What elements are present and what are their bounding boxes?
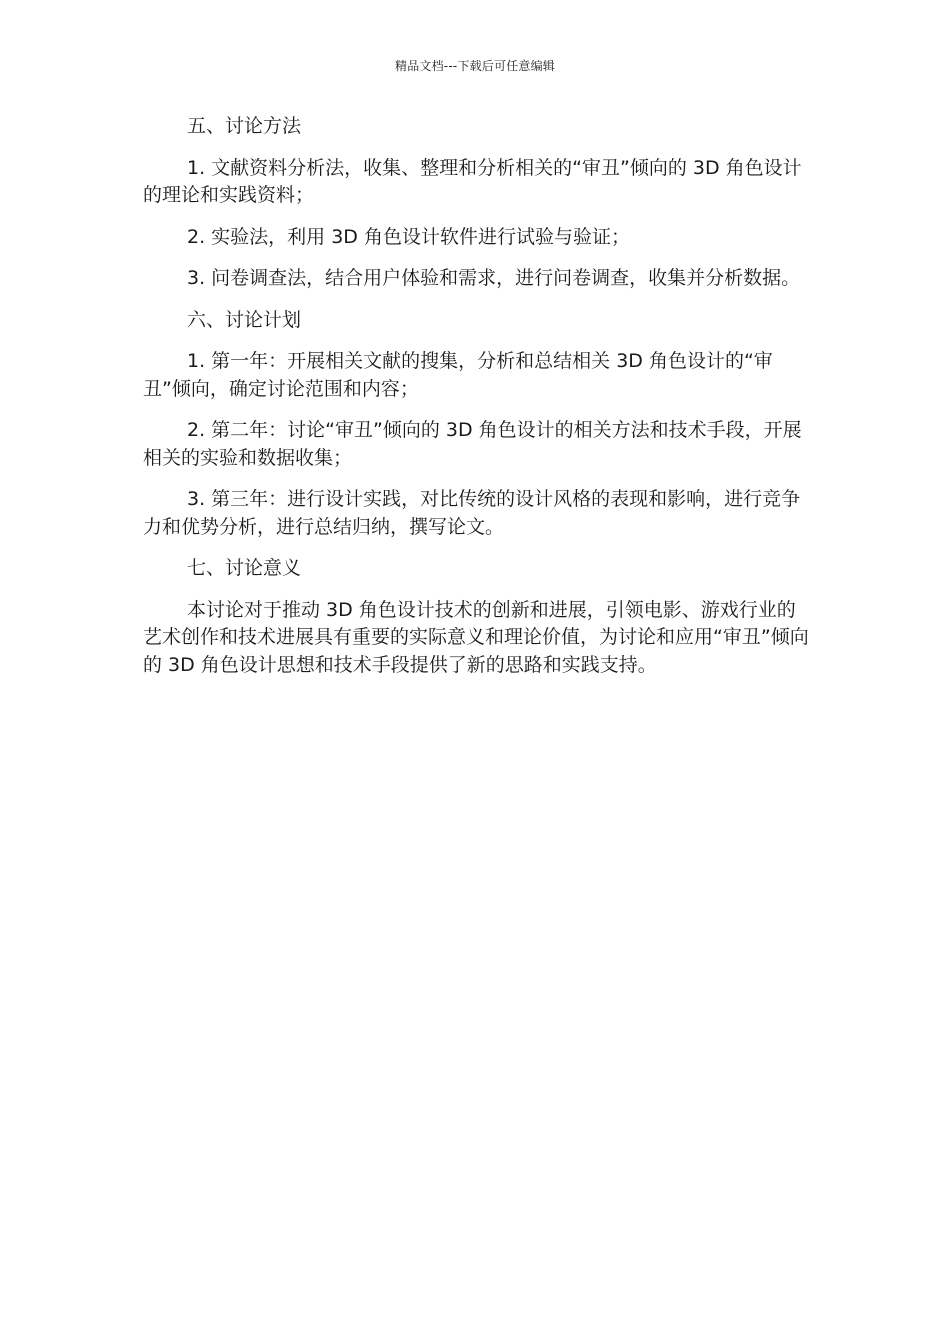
methods-item-1: 1. 文献资料分析法，收集、整理和分析相关的“审丑”倾向的 3D 角色设计的理论和实践资料； [143,156,802,206]
methods-item-3: 3. 问卷调查法，结合用户体验和需求，进行问卷调查，收集并分析数据。 [187,267,801,289]
plan-item-3: 3. 第三年：进行设计实践，对比传统的设计风格的表现和影响，进行竞争力和优势分析，进行总结归纳，撰写论文。 [143,488,801,538]
significance-paragraph: 本讨论对于推动 3D 角色设计技术的创新和进展，引领电影、游戏行业的艺术创作和技术进展具有重要的实际意义和理论价值，为讨论和应用“审丑”倾向的 3D 角色设计思想和技术手段提供了新的思路和实践支持。 [143,598,809,676]
document-body [143,113,811,693]
plan-item-2: 2. 第二年：讨论“审丑”倾向的 3D 角色设计的相关方法和技术手段，开展相关的实验和数据收集； [143,419,802,469]
section-heading-significance: 七、讨论意义 [187,557,302,579]
section-heading-methods: 五、讨论方法 [187,115,302,137]
plan-item-1: 1. 第一年：开展相关文献的搜集，分析和总结相关 3D 角色设计的“审丑”倾向，确定讨论范围和内容； [143,350,773,400]
page-header: 精品文档---下载后可任意编辑 [395,59,555,73]
section-heading-plan: 六、讨论计划 [187,308,302,331]
methods-item-2: 2. 实验法，利用 3D 角色设计软件进行试验与验证； [187,225,630,248]
